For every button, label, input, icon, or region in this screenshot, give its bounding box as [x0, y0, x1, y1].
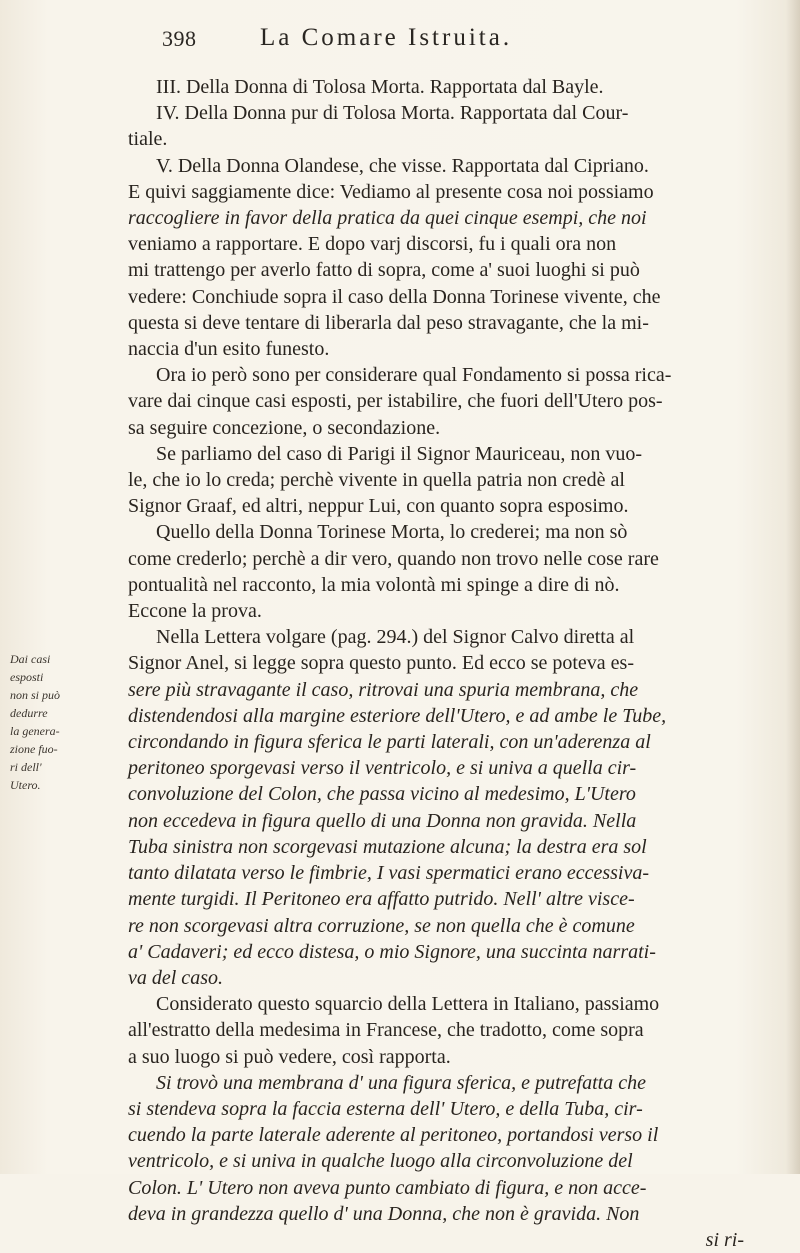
text-line: Eccone la prova.	[128, 600, 262, 623]
margin-note-line: zione fuo-	[10, 742, 58, 756]
margin-note-line: ri dell'	[10, 760, 42, 774]
text-line: pontualità nel racconto, la mia volontà mi spinge a dire di nò.	[128, 573, 620, 596]
text-line: tiale.	[128, 128, 168, 151]
text-line: veniamo a rapportare. E dopo varj discorsi, fu i quali ora non	[128, 233, 617, 256]
text-line: all'estratto della medesima in Francese, che tradotto, come sopra	[128, 1019, 644, 1042]
text-line: naccia d'un esito funesto.	[128, 338, 330, 361]
text-line: Colon. L' Utero non aveva punto cambiato di figura, e non acce-	[128, 1176, 647, 1199]
text-line: Signor Graaf, ed altri, neppur Lui, con quanto sopra esposimo.	[128, 495, 629, 518]
text-line: Considerato questo squarcio della Lettera in Italiano, passiamo	[156, 993, 660, 1016]
running-title: La Comare Istruita.	[260, 24, 513, 51]
text-line: Quello della Donna Torinese Morta, lo crederei; ma non sò	[156, 521, 628, 544]
text-line: Si trovò una membrana d' una figura sferica, e putrefatta che	[156, 1071, 646, 1094]
text-line: ventricolo, e si univa in qualche luogo alla circonvoluzione del	[128, 1150, 633, 1173]
margin-note-line: la genera-	[10, 724, 60, 738]
text-line: Ora io però sono per considerare qual Fondamento si possa rica-	[156, 364, 672, 387]
text-line: E quivi saggiamente dice: Vediamo al presente cosa noi possiamo	[128, 180, 654, 203]
text-line: V. Della Donna Olandese, che visse. Rapportata dal Cipriano.	[156, 154, 649, 177]
text-line: vedere: Conchiude sopra il caso della Donna Torinese vivente, che	[128, 285, 661, 308]
margin-note-line: Dai casi	[10, 652, 51, 666]
text-line: a' Cadaveri; ed ecco distesa, o mio Signore, una succinta narrati-	[128, 940, 656, 963]
text-line: si ri-	[705, 1228, 744, 1251]
text-line: III. Della Donna di Tolosa Morta. Rapportata dal Bayle.	[156, 76, 604, 98]
page-edge-shadow	[786, 0, 800, 1174]
text-line: questa si deve tentare di liberarla dal peso stravagante, che la mi-	[128, 311, 649, 334]
text-line: Nella Lettera volgare (pag. 294.) del Signor Calvo diretta al	[156, 626, 635, 649]
text-line: si stendeva sopra la faccia esterna dell' Utero, e della Tuba, cir-	[128, 1097, 643, 1120]
text-line: deva in grandezza quello d' una Donna, che non è gravida. Non	[128, 1202, 640, 1225]
text-line: come crederlo; perchè a dir vero, quando non trovo nelle cose rare	[128, 547, 659, 570]
text-line: mi trattengo per averlo fatto di sopra, come a' suoi luoghi si può	[128, 259, 640, 282]
page-number: 398	[162, 26, 197, 51]
text-line: convoluzione del Colon, che passa vicino al medesimo, L'Utero	[128, 783, 636, 806]
text-line: vare dai cinque casi esposti, per istabilire, che fuori dell'Utero pos-	[128, 390, 663, 413]
text-line: mente turgidi. Il Peritoneo era affatto putrido. Nell' altre visce-	[128, 888, 635, 911]
margin-note-line: esposti	[10, 670, 44, 684]
text-line: IV. Della Donna pur di Tolosa Morta. Rapportata dal Cour-	[156, 102, 629, 125]
text-line: distendendosi alla margine esteriore dell'Utero, e ad ambe le Tube,	[128, 704, 667, 727]
text-line: Se parliamo del caso di Parigi il Signor Mauriceau, non vuo-	[156, 442, 643, 465]
text-line: sa seguire concezione, o secondazione.	[128, 416, 441, 439]
margin-note	[10, 650, 70, 794]
text-line: va del caso.	[128, 966, 223, 989]
margin-note-line: Utero.	[10, 778, 41, 792]
text-line: non eccedeva in figura quello di una Donna non gravida. Nella	[128, 809, 637, 832]
text-line: a suo luogo si può vedere, così rapporta.	[128, 1045, 451, 1068]
text-line: le, che io lo creda; perchè vivente in quella patria non credè al	[128, 469, 625, 492]
margin-note-line: dedurre	[10, 706, 48, 720]
text-line: peritoneo sporgevasi verso il ventricolo, e si univa a quella cir-	[128, 757, 637, 780]
text-line: sere più stravagante il caso, ritrovai una spuria membrana, che	[128, 678, 639, 701]
text-line: tanto dilatata verso le fimbrie, I vasi spermatici erano eccessiva-	[128, 862, 650, 885]
body-text	[128, 74, 764, 1253]
text-line: Signor Anel, si legge sopra questo punto. Ed ecco se poteva es-	[128, 652, 634, 675]
text-line: circondando in figura sferica le parti laterali, con un'aderenza al	[128, 731, 651, 754]
text-line: raccogliere in favor della pratica da quei cinque esempi, che noi	[128, 207, 647, 230]
text-line: re non scorgevasi altra corruzione, se non quella che è comune	[128, 914, 635, 937]
text-line: Tuba sinistra non scorgevasi mutazione alcuna; la destra era sol	[128, 835, 647, 858]
page-header	[120, 18, 760, 58]
text-line: cuendo la parte laterale aderente al peritoneo, portandosi verso il	[128, 1124, 659, 1147]
margin-note-line: non si può	[10, 688, 61, 702]
